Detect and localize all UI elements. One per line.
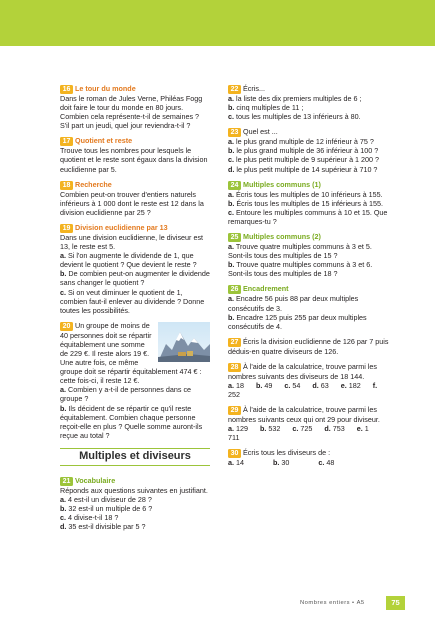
exercise-number: 24 (228, 181, 241, 190)
exercise-title: Multiples communs (2) (243, 232, 321, 242)
exercise-intro: Écris... (243, 84, 265, 93)
exercise-title: Vocabulaire (75, 476, 116, 485)
left-column (60, 84, 210, 537)
question-b: b. Ils décident de se répartir ce qu'il reste équitablement. Combien chaque personne reçoit-elle en plus ? Quelle somme auront-ils reçue au total ? (60, 403, 203, 440)
question-a: a. le plus grand multiple de 12 inférieur à 75 ? (228, 137, 374, 147)
exercise-intro: Quel est ... (243, 127, 278, 137)
exercise-text: Écris tous les diviseurs de : (243, 448, 331, 458)
question-a: a. Écris tous les multiples de 10 inférieurs à 155. (228, 189, 383, 199)
exercise-title: Multiples communs (1) (243, 179, 321, 189)
exercise-number: 28 (228, 363, 241, 372)
exercise-number: 16 (60, 85, 73, 94)
exercise-title: Division euclidienne par 13 (75, 222, 168, 232)
exercise-number: 23 (228, 128, 241, 137)
exercise-text: À l'aide de la calculatrice, trouve parmi les nombres suivants des diviseurs de 18 144. (228, 361, 378, 381)
exercise-20 (60, 321, 210, 440)
exercise-17 (60, 136, 210, 173)
exercise-25 (228, 232, 390, 278)
exercise-text: Trouve tous les nombres pour lesquels le quotient et le reste sont égaux dans la division euclidienne par 5. (60, 146, 208, 174)
chapter-name: Nombres entiers (300, 600, 351, 606)
exercise-29 (228, 405, 390, 442)
exercise-number: 22 (228, 85, 241, 94)
exercise-title: Quotient et reste (75, 136, 133, 146)
question-d: d. le plus petit multiple de 14 supérieur à 710 ? (228, 164, 378, 174)
answer-choices: a. 129 b. 532 c. 725 d. 753 e. 1 711 (228, 424, 369, 443)
exercise-intro: Un groupe de moins de 40 personnes doit se répartir équitablement une somme de 229 €. Il reste alors 19 €. Une autre fois, ce même groupe doit se répartir équitablement 474 € : cette fois-ci, il reste 12 €. (60, 320, 202, 386)
question-c: c. 4 divise-t-il 18 ? (60, 513, 119, 523)
exercise-18 (60, 180, 210, 217)
exercise-16 (60, 84, 210, 130)
right-column (228, 84, 390, 474)
exercise-22 (228, 84, 390, 121)
question-c: c. Entoure les multiples communs à 10 et 15. Que remarques-tu ? (228, 207, 388, 226)
question-b: b. De combien peut-on augmenter le dividende sans changer le quotient ? (60, 269, 210, 288)
top-banner (0, 0, 435, 46)
exercise-title: Encadrement (243, 284, 289, 294)
exercise-number: 26 (228, 285, 241, 294)
answer-choices: a. 18 b. 49 c. 54 d. 63 e. 182 f. 252 (228, 380, 378, 400)
question-c: c. tous les multiples de 13 inférieurs à 80. (228, 112, 361, 122)
exercise-21 (60, 476, 210, 531)
exercise-text: Écris la division euclidienne de 126 par 7 puis déduis-en quatre diviseurs de 126. (228, 336, 389, 356)
question-a: a. 4 est-il un diviseur de 28 ? (60, 495, 152, 505)
exercise-number: 29 (228, 406, 241, 415)
question-c: c. le plus petit multiple de 9 supérieur à 1 200 ? (228, 155, 380, 165)
question-d: d. 35 est-il divisible par 5 ? (60, 522, 146, 532)
mountain-photo (158, 322, 210, 362)
chapter-code: A5 (356, 600, 365, 606)
exercise-number: 20 (60, 322, 73, 331)
question-b: b. Écris tous les multiples de 15 inférieurs à 155. (228, 198, 384, 208)
exercise-number: 18 (60, 181, 73, 190)
question-b: b. cinq multiples de 11 ; (228, 103, 304, 113)
exercise-23 (228, 127, 390, 173)
section-title: Multiples et diviseurs (79, 450, 191, 463)
exercise-title: Recherche (75, 179, 112, 189)
exercise-number: 25 (228, 233, 241, 242)
question-a: a. la liste des dix premiers multiples de 6 ; (228, 94, 362, 103)
answer-choices: a. 14 b. 30 c. 48 (228, 458, 335, 468)
exercise-title: Le tour du monde (75, 84, 136, 93)
exercise-number: 17 (60, 137, 73, 146)
section-header (60, 448, 210, 466)
exercise-text: Combien peut-on trouver d'entiers naturels inférieurs à 1 000 dont le reste est 12 dans la division euclidienne par 25 ? (60, 189, 204, 217)
question-c: c. Si on veut diminuer le quotient de 1, combien faut-il enlever au dividende ? Donne toutes les possibilités. (60, 287, 205, 315)
question-b: b. Trouve quatre multiples communs à 3 et 6. Sont-ils tous des multiples de 18 ? (228, 260, 373, 279)
question-a: a. Si l'on augmente le dividende de 1, que devient le quotient ? Que devient le reste ? (60, 251, 197, 270)
exercise-text: À l'aide de la calculatrice, trouve parmi les nombres suivants ceux qui ont 29 pour diviseur. (228, 405, 380, 425)
exercise-intro: Dans une division euclidienne, le diviseur est 13, le reste est 5. (60, 232, 204, 252)
exercise-intro: Réponds aux questions suivantes en justifiant. (60, 486, 208, 495)
exercise-number: 19 (60, 224, 73, 233)
question-b: b. le plus grand multiple de 36 inférieur à 100 ? (228, 146, 379, 156)
question-a: a. Trouve quatre multiples communs à 3 et 5. Sont-ils tous des multiples de 15 ? (228, 242, 372, 261)
exercise-24 (228, 180, 390, 226)
exercise-27 (228, 337, 390, 356)
exercise-text: Dans le roman de Jules Verne, Philéas Fogg doit faire le tour du monde en 80 jours. Combien cela représente-t-il de semaines ? S'il part un jeudi, quel jour reviendra-t-il ? (60, 94, 203, 131)
exercise-number: 30 (228, 449, 241, 458)
exercise-number: 27 (228, 338, 241, 347)
question-b: b. Encadre 125 puis 255 par deux multiples consécutifs de 4. (228, 312, 367, 331)
exercise-19 (60, 223, 210, 315)
exercise-26 (228, 284, 390, 330)
question-b: b. 32 est-il un multiple de 6 ? (60, 504, 153, 514)
question-a: a. Encadre 56 puis 88 par deux multiples consécutifs de 3. (228, 294, 359, 313)
exercise-28 (228, 362, 390, 399)
question-a: a. Combien y a-t-il de personnes dans ce groupe ? (60, 385, 192, 404)
exercise-number: 21 (60, 477, 73, 486)
exercise-30 (228, 448, 390, 467)
page-number: 75 (386, 596, 405, 610)
running-footer: Nombres entiers • A5 (300, 600, 365, 606)
